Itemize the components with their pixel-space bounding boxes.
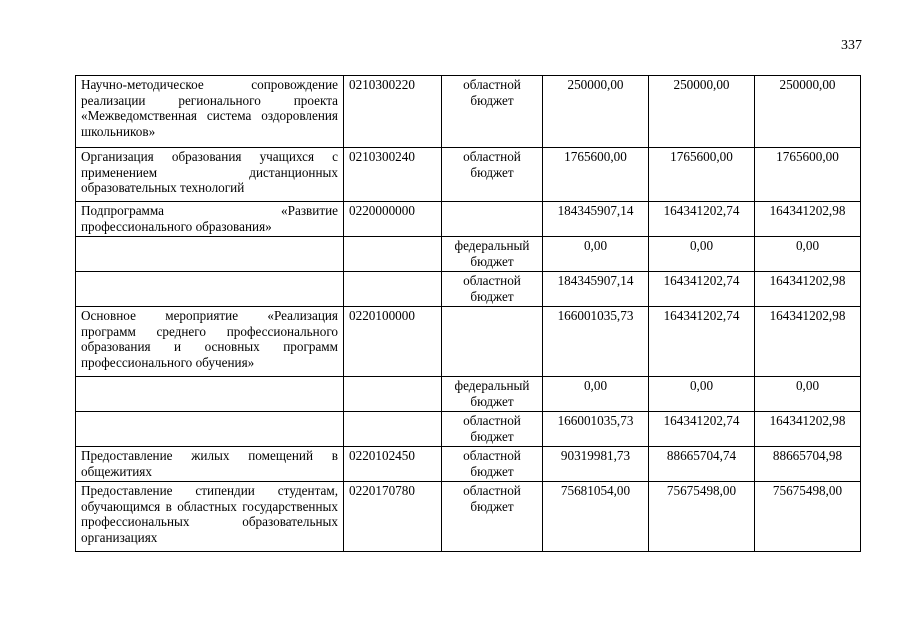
row-value-2: 0,00 (649, 377, 755, 412)
table-row (76, 447, 861, 482)
row-value-3: 0,00 (755, 377, 861, 412)
row-code (344, 377, 442, 412)
row-value-1: 90319981,73 (543, 447, 649, 482)
row-value-1: 184345907,14 (543, 272, 649, 307)
row-value-1: 184345907,14 (543, 202, 649, 237)
row-value-2: 0,00 (649, 237, 755, 272)
row-value-3: 250000,00 (755, 76, 861, 148)
row-value-2: 164341202,74 (649, 202, 755, 237)
table-row (76, 412, 861, 447)
row-value-1: 1765600,00 (543, 148, 649, 202)
row-value-2: 164341202,74 (649, 307, 755, 377)
row-name (76, 412, 344, 447)
row-name: Научно-методическое сопровождение реализации регионального проекта «Межведомственная система оздоровления школьников» (76, 76, 344, 148)
row-value-2: 250000,00 (649, 76, 755, 148)
row-source: федеральный бюджет (442, 377, 543, 412)
row-name (76, 237, 344, 272)
budget-table (75, 75, 861, 552)
row-code: 0210300240 (344, 148, 442, 202)
row-code: 0220170780 (344, 482, 442, 552)
row-name (76, 377, 344, 412)
row-code (344, 237, 442, 272)
row-value-3: 164341202,98 (755, 272, 861, 307)
row-source (442, 202, 543, 237)
row-name: Предоставление жилых помещений в общежитиях (76, 447, 344, 482)
row-value-3: 164341202,98 (755, 412, 861, 447)
row-value-1: 166001035,73 (543, 412, 649, 447)
row-value-3: 164341202,98 (755, 202, 861, 237)
row-code: 0220000000 (344, 202, 442, 237)
row-value-1: 250000,00 (543, 76, 649, 148)
row-value-1: 166001035,73 (543, 307, 649, 377)
row-value-3: 88665704,98 (755, 447, 861, 482)
row-source (442, 307, 543, 377)
table-row (76, 76, 861, 148)
row-value-1: 0,00 (543, 237, 649, 272)
row-value-3: 164341202,98 (755, 307, 861, 377)
row-value-3: 0,00 (755, 237, 861, 272)
row-value-2: 88665704,74 (649, 447, 755, 482)
row-source: областной бюджет (442, 148, 543, 202)
table-row (76, 202, 861, 237)
row-code (344, 272, 442, 307)
row-code: 0210300220 (344, 76, 442, 148)
row-source: областной бюджет (442, 482, 543, 552)
table-row (76, 148, 861, 202)
table-row (76, 377, 861, 412)
row-value-2: 164341202,74 (649, 272, 755, 307)
row-name: Организация образования учащихся с применением дистанционных образовательных технологий (76, 148, 344, 202)
table-row (76, 237, 861, 272)
row-name: Основное мероприятие «Реализация программ среднего профессионального образования и основных программ профессионального обучения» (76, 307, 344, 377)
row-value-3: 75675498,00 (755, 482, 861, 552)
row-value-2: 1765600,00 (649, 148, 755, 202)
table-row (76, 307, 861, 377)
row-source: областной бюджет (442, 272, 543, 307)
row-source: областной бюджет (442, 76, 543, 148)
table-row (76, 272, 861, 307)
row-value-1: 75681054,00 (543, 482, 649, 552)
row-source: областной бюджет (442, 447, 543, 482)
row-source: областной бюджет (442, 412, 543, 447)
table-row (76, 482, 861, 552)
row-code (344, 412, 442, 447)
row-code: 0220100000 (344, 307, 442, 377)
row-value-2: 164341202,74 (649, 412, 755, 447)
row-value-1: 0,00 (543, 377, 649, 412)
row-value-3: 1765600,00 (755, 148, 861, 202)
row-source: федеральный бюджет (442, 237, 543, 272)
row-value-2: 75675498,00 (649, 482, 755, 552)
row-name (76, 272, 344, 307)
page-number: 337 (841, 38, 862, 53)
row-name: Предоставление стипендии студентам, обучающимся в областных государственных профессиональных образовательных организациях (76, 482, 344, 552)
row-name: Подпрограмма «Развитие профессионального образования» (76, 202, 344, 237)
row-code: 0220102450 (344, 447, 442, 482)
